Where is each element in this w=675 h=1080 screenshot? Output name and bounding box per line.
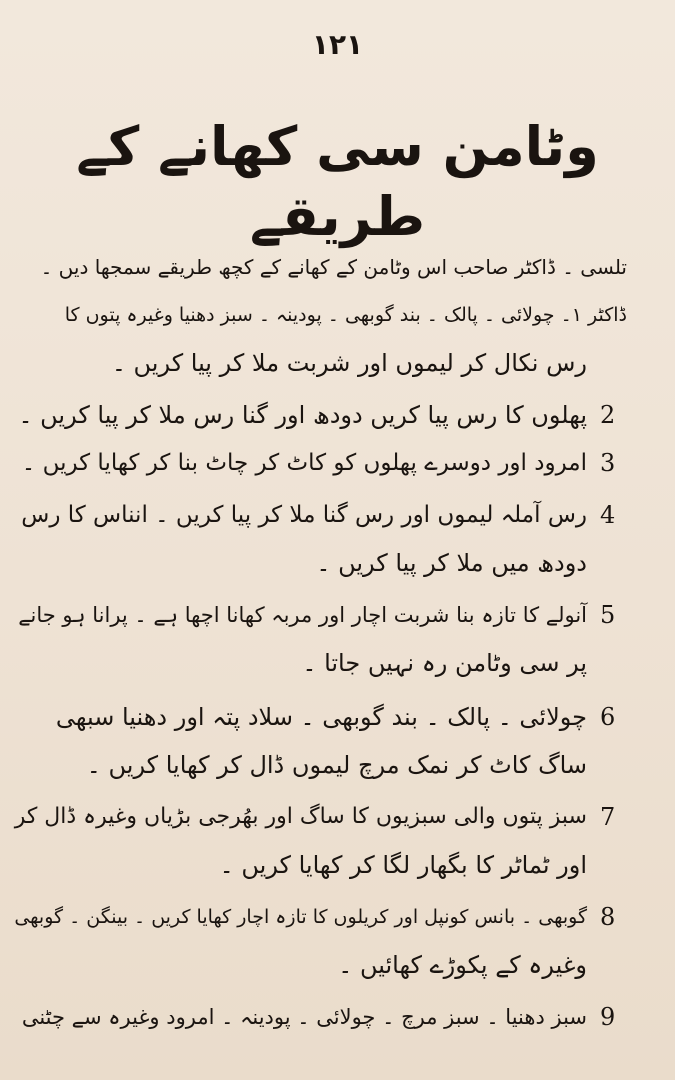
- item-4-number: 4: [600, 501, 616, 529]
- item-4-line-2: دودھ میں ملا کر پیا کریں ۔: [316, 549, 587, 577]
- item-4-line-1: رس آملہ لیموں اور رس گنا ملا کر پیا کریں ۔ انناس کا رس: [21, 502, 587, 528]
- item-7-number: 7: [600, 803, 616, 831]
- item-2-line-1: پھلوں کا رس پیا کریں دودھ اور گنا رس ملا کر پیا کریں ۔: [18, 401, 587, 429]
- item-1-line-1: ڈاکٹر ۱۔ چولائی ۔ پالک ۔ بند گوبھی ۔ پودینہ ۔ سبز دھنیا وغیرہ پتوں کا: [64, 304, 627, 326]
- item-7-line-1: سبز پتوں والی سبزیوں کا ساگ اور بھُرجی بڑیاں وغیرہ ڈال کر: [14, 804, 587, 829]
- page-title: وٹامن سی کھانے کے طریقے: [76, 115, 599, 249]
- item-1-line-2: رس نکال کر لیموں اور شربت ملا کر پیا کریں ۔: [111, 349, 587, 377]
- item-6-number: 6: [600, 703, 616, 731]
- intro-line: تلسی ۔ ڈاکٹر صاحب اس وٹامن کے کھانے کے کچھ طریقے سمجھا دیں ۔: [40, 255, 627, 279]
- item-3-line-1: امرود اور دوسرے پھلوں کو کاٹ کر چاٹ بنا کر کھایا کریں ۔: [21, 450, 587, 476]
- item-5-number: 5: [600, 601, 616, 629]
- item-9-line-1: سبز دھنیا ۔ سبز مرچ ۔ چولائی ۔ پودینہ ۔ امرود وغیرہ سے چٹنی: [21, 1005, 587, 1029]
- item-8-line-1: گوبھی ۔ بانس کونپل اور کریلوں کا تازہ اچار کھایا کریں ۔ بینگن ۔ گوبھی: [14, 906, 587, 928]
- item-6-line-1: چولائی ۔ پالک ۔ بند گوبھی ۔ سلاد پتہ اور دھنیا سبھی: [55, 703, 587, 731]
- page-number: ۱۲۱: [311, 28, 364, 61]
- item-2-number: 2: [600, 401, 616, 429]
- item-5-line-1: آنولے کا تازہ بنا شربت اچار اور مربہ کھانا اچھا ہے ۔ پرانا ہو جانے: [18, 603, 587, 627]
- item-8-line-2: وغیرہ کے پکوڑے کھائیں ۔: [338, 951, 587, 979]
- item-5-line-2: پر سی وٹامن رہ نہیں جاتا ۔: [302, 649, 587, 677]
- item-6-line-2: ساگ کاٹ کر نمک مرچ لیموں ڈال کر کھایا کریں ۔: [86, 751, 587, 779]
- item-8-number: 8: [600, 903, 616, 931]
- item-9-number: 9: [600, 1003, 616, 1031]
- item-7-line-2: اور ٹماٹر کا بگھار لگا کر کھایا کریں ۔: [219, 851, 587, 879]
- item-3-number: 3: [600, 449, 616, 477]
